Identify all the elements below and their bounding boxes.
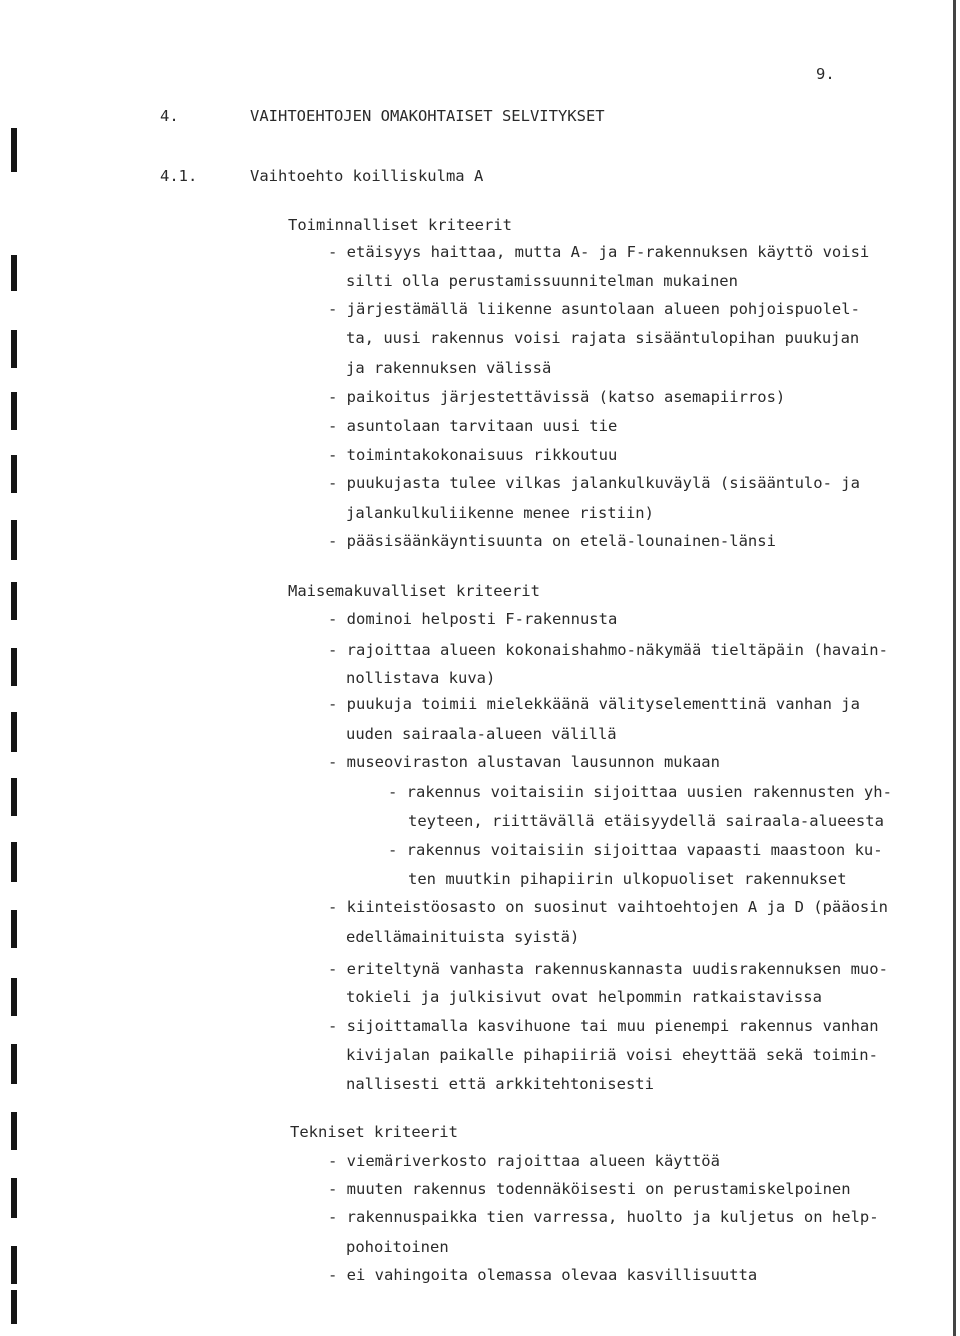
landscape-heading: Maisemakuvalliset kriteerit <box>288 582 540 600</box>
technical-line: - muuten rakennus todennäköisesti on perustamiskelpoinen <box>328 1180 851 1198</box>
functional-line: jalankulkuliikenne menee ristiin) <box>346 504 654 522</box>
section-number: 4.1. <box>160 167 198 185</box>
landscape-line: tokieli ja julkisivut ovat helpommin ratkaistavissa <box>346 988 822 1006</box>
technical-line: pohoitoinen <box>346 1238 449 1256</box>
binder-mark <box>11 978 17 1016</box>
landscape-subline: - rakennus voitaisiin sijoittaa vapaasti maastoon ku- <box>388 841 883 859</box>
landscape-line: uuden sairaala-alueen välillä <box>346 725 617 743</box>
chapter-number: 4. <box>160 107 179 125</box>
landscape-line: edellämainituista syistä) <box>346 928 580 946</box>
chapter-title: VAIHTOEHTOJEN OMAKOHTAISET SELVITYKSET <box>250 107 605 125</box>
binder-mark <box>11 255 17 291</box>
binder-mark <box>11 648 17 686</box>
functional-line: ja rakennuksen välissä <box>346 359 552 377</box>
landscape-line: nollistava kuva) <box>346 669 496 687</box>
landscape-subline: teyteen, riittävällä etäisyydellä sairaala-alueesta <box>408 812 884 830</box>
binder-mark <box>11 455 17 493</box>
functional-line: silti olla perustamissuunnitelman mukainen <box>346 272 738 290</box>
binder-mark <box>11 910 17 948</box>
binder-mark <box>11 392 17 430</box>
landscape-subline: ten muutkin pihapiirin ulkopuoliset rakennukset <box>408 870 847 888</box>
landscape-line: - museoviraston alustavan lausunnon mukaan <box>328 753 720 771</box>
landscape-line: nallisesti että arkkitehtonisesti <box>346 1075 654 1093</box>
binder-mark <box>11 778 17 816</box>
functional-line: - asuntolaan tarvitaan uusi tie <box>328 417 618 435</box>
functional-line: - etäisyys haittaa, mutta A- ja F-rakennuksen käyttö voisi <box>328 243 870 261</box>
technical-line: - rakennuspaikka tien varressa, huolto ja kuljetus on help- <box>328 1208 879 1226</box>
binder-mark <box>11 1178 17 1218</box>
functional-line: ta, uusi rakennus voisi rajata sisääntulopihan puukujan <box>346 329 860 347</box>
landscape-line: - kiinteistöosasto on suosinut vaihtoehtojen A ja D (pääosin <box>328 898 888 916</box>
binder-mark <box>11 1290 17 1324</box>
functional-line: - toimintakokonaisuus rikkoutuu <box>328 446 618 464</box>
section-title: Vaihtoehto koilliskulma A <box>250 167 484 185</box>
binder-mark <box>11 712 17 752</box>
binder-mark <box>11 1112 17 1150</box>
functional-line: - järjestämällä liikenne asuntolaan alueen pohjoispuolel- <box>328 300 860 318</box>
binder-mark <box>11 582 17 620</box>
landscape-line: - dominoi helposti F-rakennusta <box>328 610 618 628</box>
page-edge <box>953 0 956 1336</box>
landscape-line: - eriteltynä vanhasta rakennuskannasta uudisrakennuksen muo- <box>328 960 888 978</box>
landscape-line: kivijalan paikalle pihapiiriä voisi eheyttää sekä toimin- <box>346 1046 878 1064</box>
page-number: 9. <box>816 65 835 83</box>
binder-mark <box>11 1044 17 1084</box>
technical-heading: Tekniset kriteerit <box>290 1123 458 1141</box>
landscape-line: - rajoittaa alueen kokonaishahmo-näkymää tieltäpäin (havain- <box>328 641 888 659</box>
binder-mark <box>11 842 17 882</box>
technical-line: - viemäriverkosto rajoittaa alueen käyttöä <box>328 1152 720 1170</box>
functional-line: - puukujasta tulee vilkas jalankulkuväylä (sisääntulo- ja <box>328 474 860 492</box>
landscape-line: - sijoittamalla kasvihuone tai muu pienempi rakennus vanhan <box>328 1017 879 1035</box>
binder-edge <box>0 0 26 1336</box>
binder-mark <box>11 520 17 560</box>
binder-mark <box>11 330 17 368</box>
binder-mark <box>11 128 17 172</box>
functional-line: - paikoitus järjestettävissä (katso asemapiirros) <box>328 388 786 406</box>
technical-line: - ei vahingoita olemassa olevaa kasvillisuutta <box>328 1266 758 1284</box>
functional-line: - pääsisäänkäyntisuunta on etelä-lounainen-länsi <box>328 532 776 550</box>
landscape-line: - puukuja toimii mielekkäänä välityselementtinä vanhan ja <box>328 695 860 713</box>
binder-mark <box>11 1246 17 1284</box>
functional-heading: Toiminnalliset kriteerit <box>288 216 512 234</box>
landscape-subline: - rakennus voitaisiin sijoittaa uusien rakennusten yh- <box>388 783 892 801</box>
